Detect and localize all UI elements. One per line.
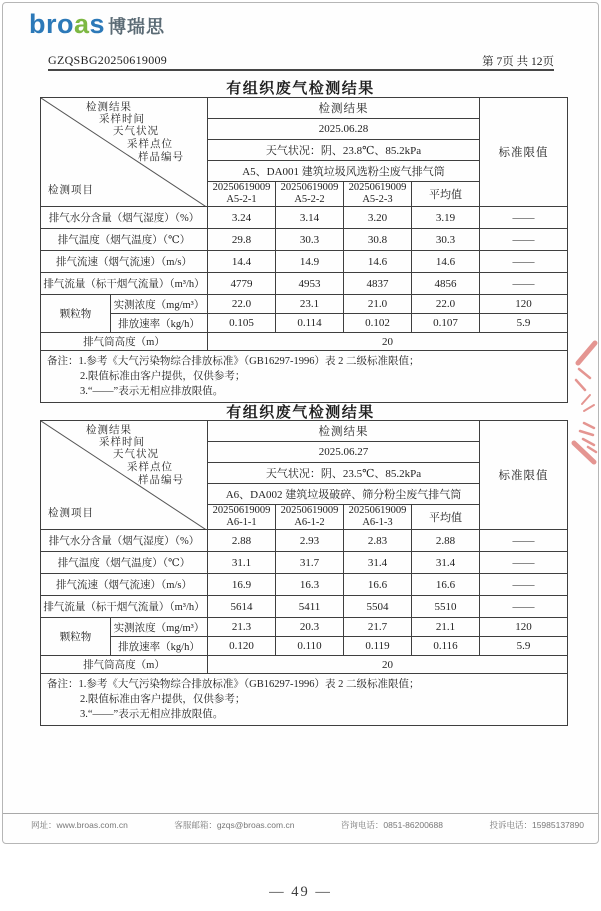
corner-label-weather: 天气状况	[113, 126, 159, 137]
note-line-2: 2.限值标准由客户提供，仅供参考；	[80, 371, 246, 382]
limit-header: 标准限值	[480, 98, 568, 207]
footer-phone: 咨询电话：0851-86200688	[340, 820, 443, 830]
corner-label-result: 检测结果	[86, 102, 132, 113]
particulate-group: 颗粒物	[41, 295, 111, 333]
stack-height-row: 排气筒高度（m） 20	[41, 333, 568, 351]
logo-latin-suffix: s	[89, 9, 106, 39]
corner-label-point: 采样点位	[127, 139, 173, 150]
table2-corner-cell	[41, 421, 208, 530]
broas-logo	[29, 11, 165, 38]
footer-email: 客服邮箱：gzqs@broas.com.cn	[174, 820, 295, 830]
note-line-3: 3.“——”表示无相应排放限值。	[80, 709, 224, 720]
logo-latin-prefix: bro	[29, 9, 74, 39]
average-header: 平均值	[412, 182, 480, 207]
result-header: 检测结果	[208, 98, 480, 119]
note-line-2: 2.限值标准由客户提供，仅供参考；	[80, 694, 246, 705]
sample-id-1: 20250619009 A5-2-1	[208, 182, 276, 207]
limit-header: 标准限值	[480, 421, 568, 530]
footer-website: 网址：www.broas.com.cn	[31, 820, 128, 830]
table-row: 排放速率（kg/h） 0.105 0.114 0.102 0.107 5.9	[41, 314, 568, 333]
corner-label-item: 检测项目	[48, 185, 94, 196]
red-stamp	[564, 339, 598, 469]
sample-date: 2025.06.28	[208, 119, 480, 140]
sample-id-2: 20250619009 A6-1-2	[276, 505, 344, 530]
corner-label-weather: 天气状况	[113, 449, 159, 460]
sample-id-1: 20250619009 A6-1-1	[208, 505, 276, 530]
weather-info: 天气状况：阴、23.5℃、85.2kPa	[208, 463, 480, 484]
corner-label-sample: 样品编号	[138, 152, 184, 163]
table1	[40, 97, 568, 403]
table2-title: 有组织废气检测结果	[226, 405, 375, 421]
table-row: 排放速率（kg/h） 0.120 0.110 0.119 0.116 5.9	[41, 637, 568, 656]
footer	[31, 819, 584, 831]
corner-label-time: 采样时间	[99, 114, 145, 125]
table-row: 颗粒物 实测浓度（mg/m³） 22.0 23.1 21.0 22.0 120	[41, 295, 568, 314]
corner-label-point: 采样点位	[127, 462, 173, 473]
header-rule	[48, 69, 554, 71]
table-row: 排气流量（标干烟气流量）（m³/h） 5614 5411 5504 5510 ——	[41, 596, 568, 618]
logo-chinese-name: 博瑞思	[108, 17, 166, 37]
sampling-point: A6、DA002 建筑垃圾破碎、筛分粉尘废气排气筒	[208, 484, 480, 505]
document-header	[48, 53, 554, 69]
notes-row	[41, 351, 568, 403]
corner-label-sample: 样品编号	[138, 475, 184, 486]
table-row: 排气流速（烟气流速）（m/s） 16.9 16.3 16.6 16.6 ——	[41, 574, 568, 596]
table-row: 排气温度（烟气温度）（℃） 29.8 30.3 30.8 30.3 ——	[41, 229, 568, 251]
result-header: 检测结果	[208, 421, 480, 442]
table-row: 排气流速（烟气流速）（m/s） 14.4 14.9 14.6 14.6 ——	[41, 251, 568, 273]
footer-rule	[3, 813, 598, 814]
particulate-group: 颗粒物	[41, 618, 111, 656]
table-row: 排气水分含量（烟气湿度）（%） 3.24 3.14 3.20 3.19 ——	[41, 207, 568, 229]
table2	[40, 420, 568, 726]
note-line-3: 3.“——”表示无相应排放限值。	[80, 386, 224, 397]
notes-row	[41, 674, 568, 726]
sample-date: 2025.06.27	[208, 442, 480, 463]
note-line-1: 备注：1.参考《大气污染物综合排放标准》（GB16297-1996）表 2 二级标准限值；	[47, 356, 420, 367]
table-row: 排气流量（标干烟气流量）（m³/h） 4779 4953 4837 4856 ——	[41, 273, 568, 295]
weather-info: 天气状况：阴、23.8℃、85.2kPa	[208, 140, 480, 161]
corner-label-result: 检测结果	[86, 425, 132, 436]
average-header: 平均值	[412, 505, 480, 530]
table1-corner-cell	[41, 98, 208, 207]
table-row: 颗粒物 实测浓度（mg/m³） 21.3 20.3 21.7 21.1 120	[41, 618, 568, 637]
table-row: 排气水分含量（烟气湿度）（%） 2.88 2.93 2.83 2.88 ——	[41, 530, 568, 552]
footer-complaint-phone: 投诉电话：15985137890	[489, 820, 584, 830]
report-number: GZQSBG20250619009	[48, 53, 168, 67]
sampling-point: A5、DA001 建筑垃圾风选粉尘废气排气筒	[208, 161, 480, 182]
page-number: — 49 —	[269, 884, 332, 900]
page-info: 第 7页 共 12页	[482, 56, 554, 68]
stack-height-row: 排气筒高度（m） 20	[41, 656, 568, 674]
logo-latin-green: a	[74, 9, 90, 39]
corner-label-item: 检测项目	[48, 508, 94, 519]
corner-label-time: 采样时间	[99, 437, 145, 448]
sample-id-3: 20250619009 A6-1-3	[344, 505, 412, 530]
sample-id-3: 20250619009 A5-2-3	[344, 182, 412, 207]
table-row: 排气温度（烟气温度）（℃） 31.1 31.7 31.4 31.4 ——	[41, 552, 568, 574]
table1-title: 有组织废气检测结果	[226, 81, 375, 97]
scanned-report-page	[2, 2, 599, 844]
sample-id-2: 20250619009 A5-2-2	[276, 182, 344, 207]
note-line-1: 备注：1.参考《大气污染物综合排放标准》（GB16297-1996）表 2 二级标准限值；	[47, 679, 420, 690]
